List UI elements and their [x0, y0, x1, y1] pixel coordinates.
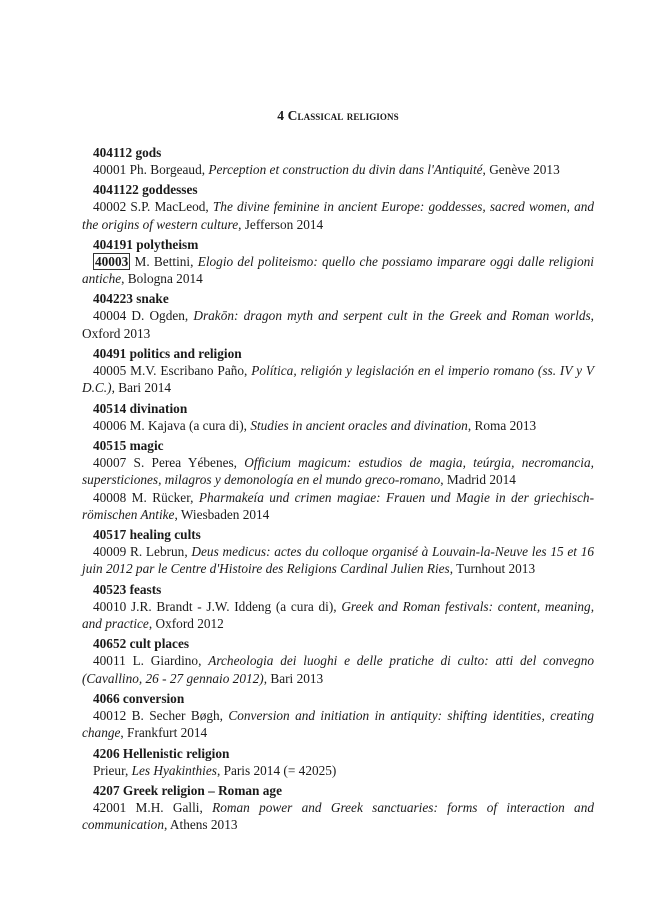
bibliography-entry [82, 598, 594, 633]
entry-title: Conversion and initiation in antiquity: shifting identities, creating change [82, 707, 594, 741]
entry-title: Política, religión y legislación en el imperio romano (ss. IV y V D.C.) [82, 363, 594, 396]
bibliography-entry [82, 489, 594, 524]
entry-author: J.R. Brandt - J.W. Iddeng (a cura di), [130, 598, 337, 614]
entry-id: 40009 [93, 544, 127, 560]
entry-title: Roman power and Greek sanctuaries: forms of interaction and communication [82, 799, 594, 833]
chapter-number: 4 [277, 108, 285, 123]
section-heading: 404112 gods [93, 145, 162, 160]
entry-publication: , Bari 2013 [263, 670, 324, 686]
bibliography-entry [82, 307, 594, 342]
entry-id: 40002 [93, 199, 127, 215]
entry-title: Pharmakeía und crimen magiae: Frauen und Magie in der griechisch-römischen Antike [82, 489, 594, 522]
entry-id: 40005 [93, 363, 127, 379]
bibliography-entry [82, 762, 594, 779]
entry-author: M. Rücker, [131, 489, 194, 505]
bibliography-list [82, 144, 594, 836]
entry-id: 40007 [93, 454, 127, 470]
entry-author: M. Bettini, [134, 253, 194, 269]
bibliography-entry [82, 707, 594, 742]
entry-id: 40004 [93, 308, 127, 324]
entry-publication: , Oxford 2012 [148, 616, 224, 632]
entry-publication: , Bologna 2014 [121, 271, 203, 287]
entry-id: 40008 [93, 489, 127, 505]
entry-id: 40003 [95, 253, 129, 269]
entry-author: M. Kajava (a cura di), [129, 417, 247, 433]
entry-title: Les Hyakinthies [131, 762, 217, 778]
bibliography-entry [82, 454, 594, 489]
entry-author: M.V. Escribano Paño, [130, 363, 248, 379]
bibliography-section [82, 144, 594, 178]
bibliography-section [82, 345, 594, 397]
section-heading: 4206 Hellenistic religion [93, 745, 230, 761]
bibliography-section [82, 181, 594, 233]
entry-publication: , Turnhout 2013 [449, 561, 536, 577]
bibliography-entry [82, 198, 594, 233]
entry-id: 40012 [93, 707, 127, 723]
bibliography-entry [82, 652, 594, 687]
bibliography-entry [82, 543, 594, 578]
section-heading: 4207 Greek religion – Roman age [93, 782, 282, 798]
entry-id: 40010 [93, 598, 127, 614]
entry-publication: , Frankfurt 2014 [120, 725, 208, 741]
entry-publication: , Paris 2014 (= 42025) [216, 762, 337, 778]
entry-publication: , Madrid 2014 [440, 472, 516, 488]
entry-author: B. Secher Bøgh, [131, 707, 223, 723]
entry-publication: , Bari 2014 [111, 380, 172, 396]
section-heading: 4041122 goddesses [93, 182, 198, 198]
entry-author: S. Perea Yébenes, [133, 454, 237, 470]
entry-id: 40006 [93, 417, 127, 433]
entry-author: S.P. MacLeod, [130, 199, 209, 215]
entry-author: R. Lebrun, [130, 544, 188, 560]
entry-author: L. Giardino, [132, 653, 202, 669]
bibliography-entry [82, 161, 594, 178]
section-heading: 40652 cult places [93, 636, 190, 652]
entry-publication: , Jefferson 2014 [238, 216, 324, 232]
bibliography-section [82, 635, 594, 687]
entry-title: Deus medicus: actes du colloque organisé à Louvain-la-Neuve les 15 et 16 juin 2012 par le Centre d'Histoire des Religions Cardinal Julien Ries [82, 544, 594, 577]
bibliography-entry [82, 799, 594, 834]
entry-title: Archeologia dei luoghi e delle pratiche di culto: atti del convegno (Cavallino, 26 - 27 gennaio 2012) [82, 653, 595, 686]
entry-author: M.H. Galli, [135, 799, 203, 815]
entry-title: Elogio del politeismo: quello che possiamo imparare oggi dalle religioni antiche [82, 253, 595, 287]
entry-publication: , Genève 2013 [482, 162, 560, 177]
bibliography-section [82, 290, 594, 342]
entry-author: Prieur, [93, 762, 129, 778]
entry-title: Greek and Roman festivals: content, meaning, and practice [82, 598, 595, 632]
section-heading: 40514 divination [93, 400, 188, 416]
entry-title: The divine feminine in ancient Europe: goddesses, sacred women, and the origins of western culture [82, 199, 595, 232]
entry-publication: , Oxford 2013 [82, 308, 594, 341]
bibliography-section [82, 581, 594, 633]
section-heading: 4066 conversion [93, 690, 185, 706]
bibliography-section [82, 782, 594, 834]
section-heading: 40491 politics and religion [93, 346, 242, 362]
entry-id: 42001 [93, 799, 127, 815]
chapter-name: Classical religions [287, 108, 399, 123]
bibliography-entry [82, 362, 594, 397]
bibliography-section [82, 745, 594, 779]
section-heading: 404191 polytheism [93, 236, 199, 252]
bibliography-section [82, 437, 594, 523]
section-heading: 40515 magic [93, 437, 164, 453]
bibliography-section [82, 690, 594, 742]
entry-title: Perception et construction du divin dans l'Antiquité [208, 162, 483, 177]
section-heading: 404223 snake [93, 291, 169, 307]
section-heading: 40523 feasts [93, 581, 162, 597]
bibliography-entry [82, 417, 594, 434]
bibliography-section [82, 236, 594, 288]
section-heading: 40517 healing cults [93, 527, 201, 543]
entry-publication: , Wiesbaden 2014 [174, 506, 270, 522]
entry-author: Ph. Borgeaud, [129, 162, 206, 177]
entry-publication: , Athens 2013 [163, 817, 238, 833]
entry-author: D. Ogden, [131, 308, 189, 324]
entry-title: Studies in ancient oracles and divination [250, 417, 468, 433]
chapter-title [82, 108, 594, 124]
bibliography-section [82, 526, 594, 578]
entry-title: Officium magicum: estudios de magia, teúrgia, necromancia, supersticiones, milagros y demonología en el mundo greco-romano [82, 454, 594, 488]
entry-id: 40001 [93, 162, 127, 177]
entry-id: 40011 [93, 653, 126, 669]
entry-title: Drakōn: dragon myth and serpent cult in the Greek and Roman worlds [193, 308, 591, 324]
bibliography-entry [82, 253, 594, 288]
entry-publication: , Roma 2013 [467, 417, 537, 433]
bibliography-section [82, 400, 594, 434]
